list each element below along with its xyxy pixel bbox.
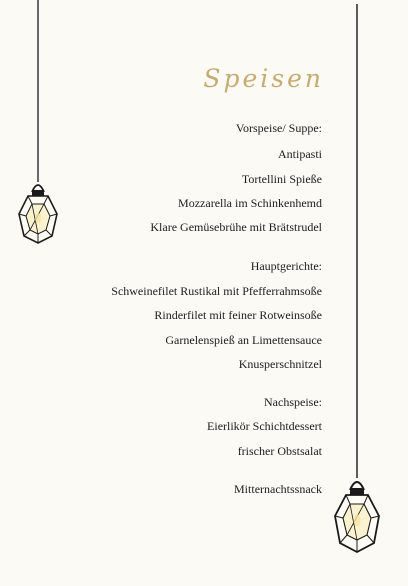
menu-item: Garnelenspieß an Limettensauce [165,333,322,347]
closing-item: Mitternachtssnack [234,482,322,496]
menu-item: Schweinefilet Rustikal mit Pfefferrahmsoße [111,284,322,298]
page-title: Speisen [203,64,324,93]
menu-item: Knusperschnitzel [238,357,322,371]
menu-item: Klare Gemüsebrühe mit Brätstrudel [150,220,322,234]
menu-item: Mozzarella im Schinkenhemd [178,196,322,210]
lantern-left-icon [14,0,60,250]
section-heading-hauptgerichte: Hauptgerichte: [250,259,322,273]
menu-item: Tortellini Spieße [241,172,322,186]
menu-item: Antipasti [278,147,322,161]
menu-item: Rinderfilet mit feiner Rotweinsoße [154,308,322,322]
section-heading-nachspeise: Nachspeise: [264,395,322,409]
menu-item: frischer Obstsalat [237,444,322,458]
section-heading-vorspeise: Vorspeise/ Suppe: [235,121,322,135]
menu-item: Eierlikör Schichtdessert [207,419,322,433]
lantern-right-icon [330,0,384,580]
